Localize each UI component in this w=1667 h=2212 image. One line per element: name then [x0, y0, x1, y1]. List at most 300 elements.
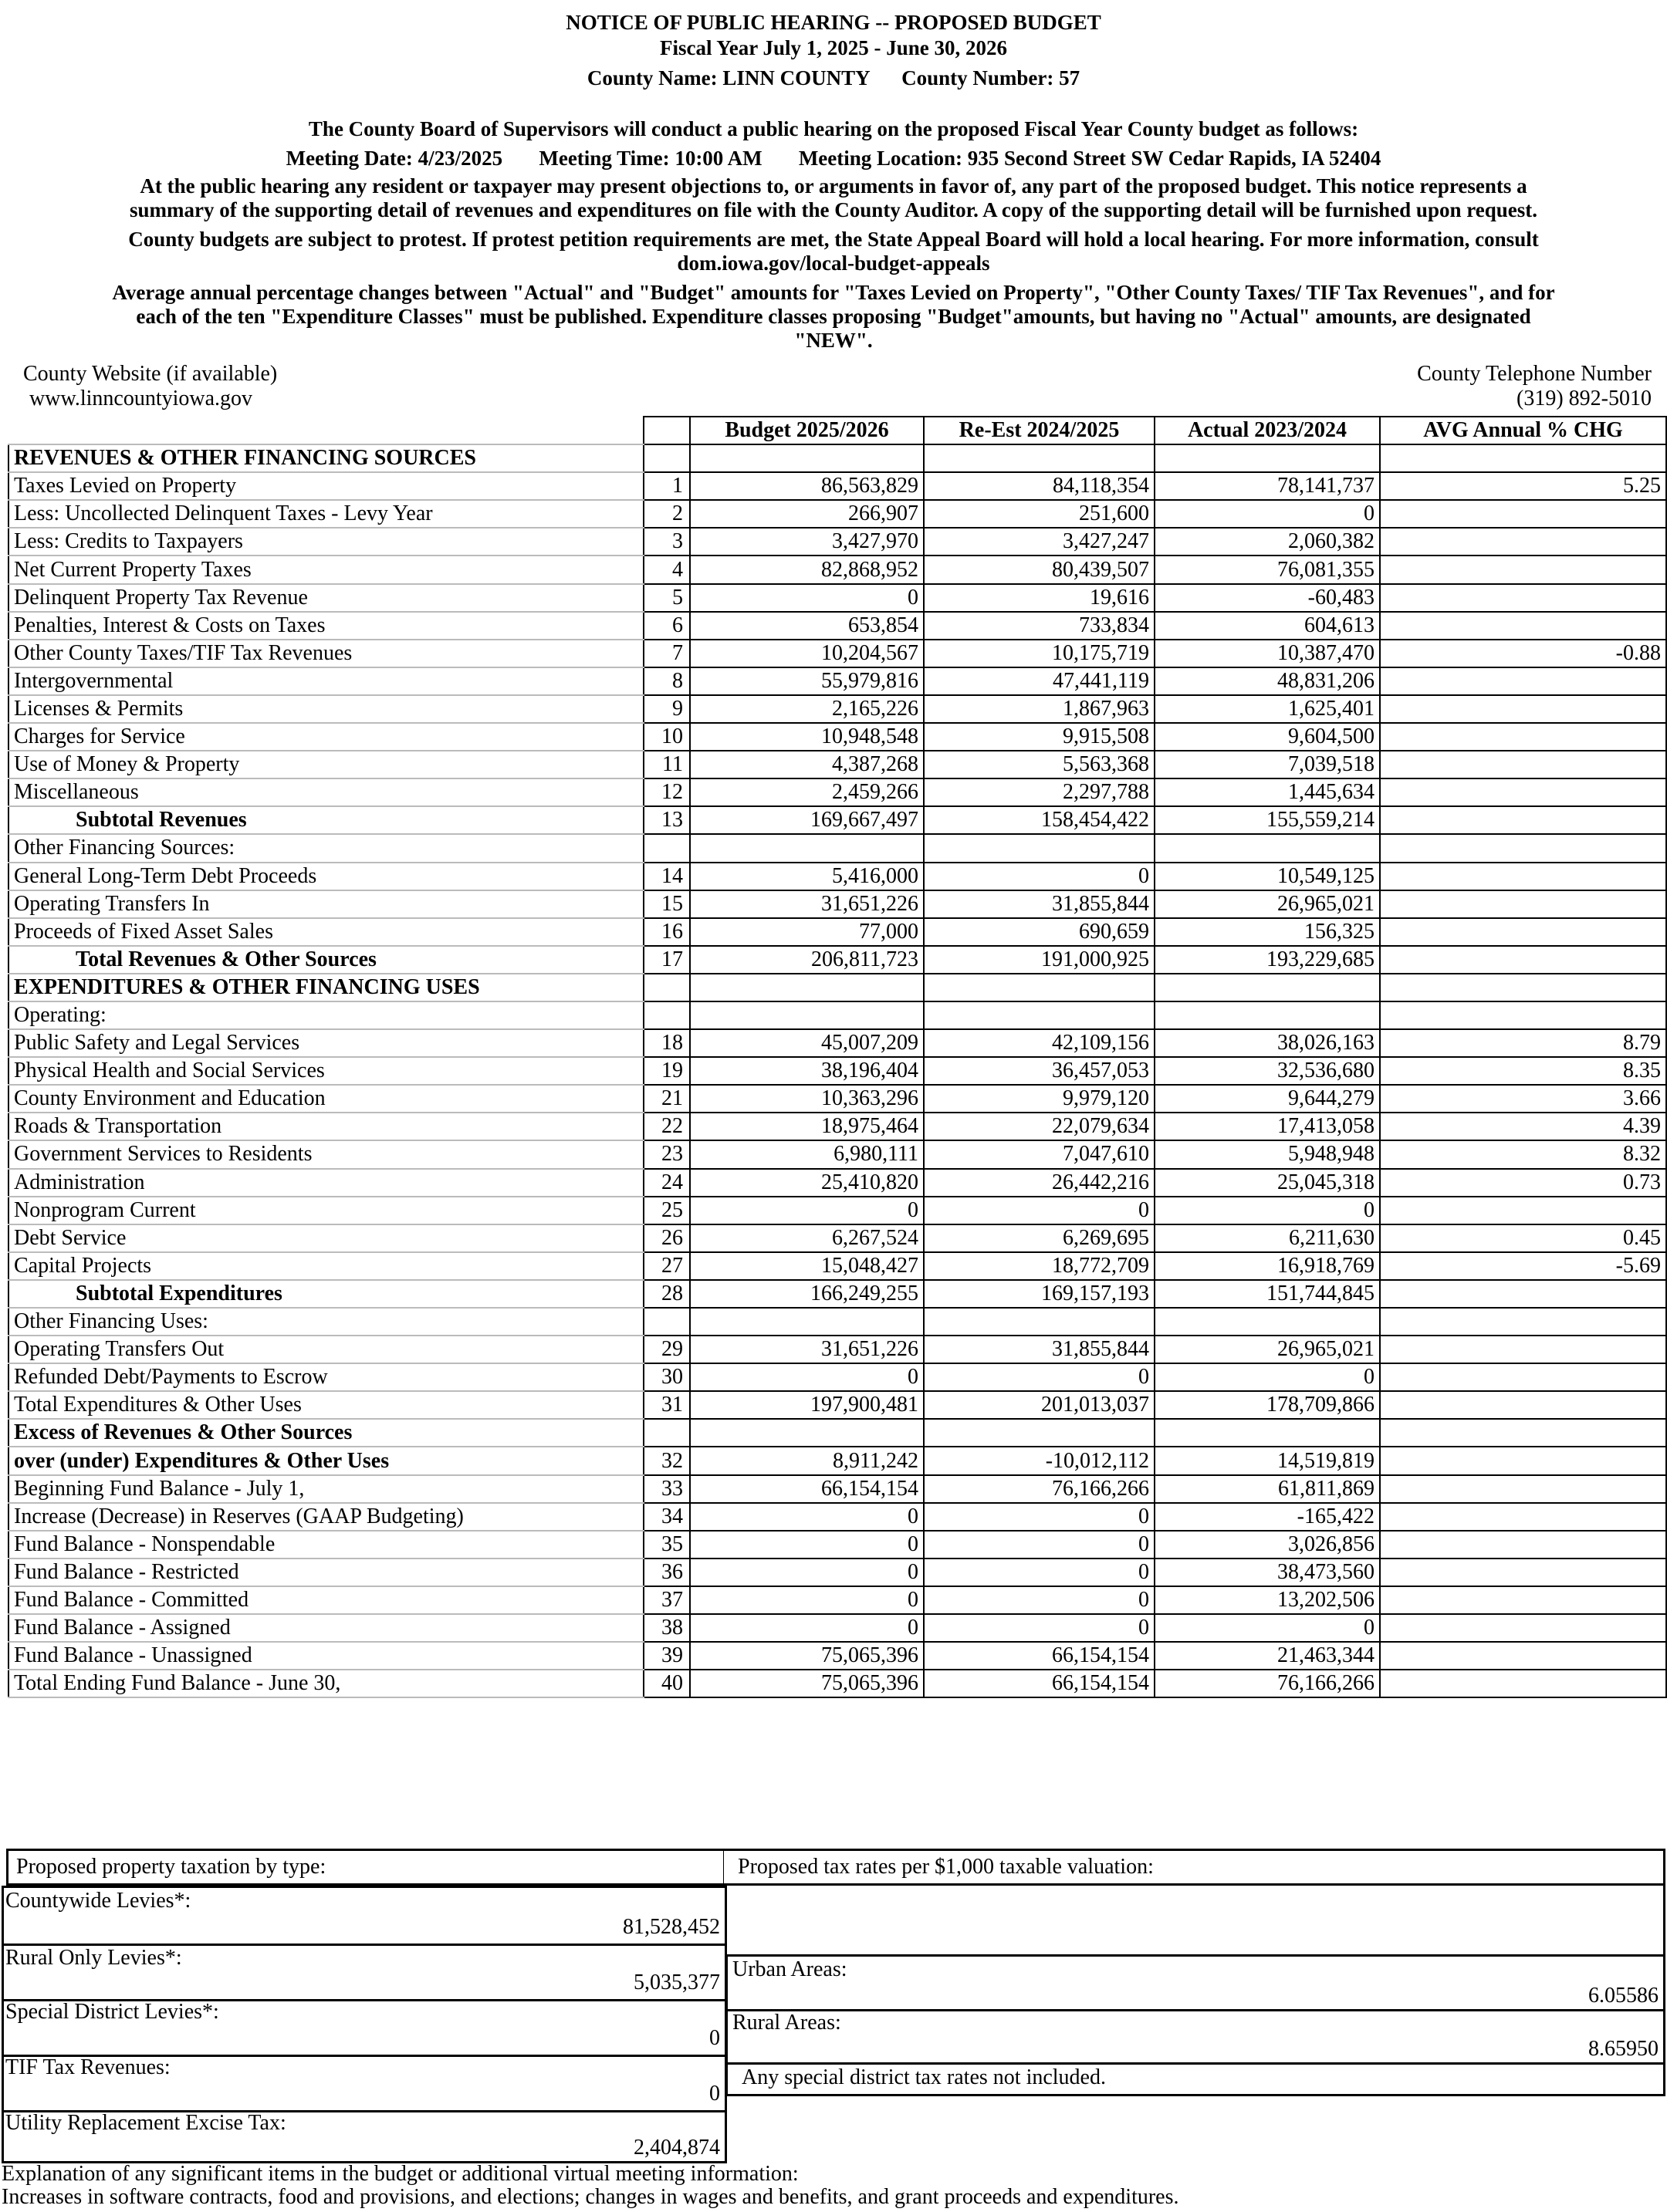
- row-budget: 10,204,567: [690, 640, 924, 667]
- notice-para3-line2: each of the ten "Expenditure Classes" must be published. Expenditure classes proposing "Budget"amounts, but having no "Actual" amounts, are designated: [136, 305, 1531, 328]
- row-avg-change: [1380, 1447, 1666, 1474]
- row-avg-change: [1380, 806, 1666, 834]
- table-row: [8, 1308, 1666, 1336]
- row-actual: 21,463,344: [1155, 1642, 1380, 1670]
- row-avg-change: [1380, 1419, 1666, 1447]
- row-actual: 1,625,401: [1155, 695, 1380, 723]
- row-line-number: 13: [644, 806, 690, 834]
- row-actual: [1155, 444, 1380, 472]
- tif-value: 0: [709, 2082, 720, 2106]
- row-actual: 155,559,214: [1155, 806, 1380, 834]
- row-actual: 7,039,518: [1155, 751, 1380, 778]
- table-row: [8, 667, 1666, 695]
- table-row: [8, 1280, 1666, 1308]
- table-row: [8, 1586, 1666, 1614]
- row-reest: 251,600: [924, 500, 1155, 528]
- row-label: Other Financing Sources:: [8, 834, 644, 862]
- row-line-number: 26: [644, 1224, 690, 1252]
- table-row: [8, 1475, 1666, 1503]
- row-line-number: 35: [644, 1531, 690, 1559]
- table-row: [8, 1057, 1666, 1085]
- rates-title: Proposed tax rates per $1,000 taxable valuation:: [738, 1855, 1154, 1879]
- rural-rate-label: Rural Areas:: [732, 2011, 841, 2035]
- table-row: [8, 1029, 1666, 1057]
- row-actual: 61,811,869: [1155, 1475, 1380, 1503]
- row-reest: 0: [924, 1197, 1155, 1224]
- row-budget: 0: [690, 1614, 924, 1642]
- row-budget: 0: [690, 1559, 924, 1586]
- row-label: REVENUES & OTHER FINANCING SOURCES: [8, 444, 644, 472]
- row-actual: 0: [1155, 1197, 1380, 1224]
- row-reest: 42,109,156: [924, 1029, 1155, 1057]
- row-label: Fund Balance - Unassigned: [8, 1642, 644, 1670]
- row-budget: 8,911,242: [690, 1447, 924, 1474]
- explanation-text: Increases in software contracts, food and provisions, and elections; changes in wages and benefits, and grant proceeds and expenditures.: [2, 2185, 1179, 2209]
- row-label: Penalties, Interest & Costs on Taxes: [8, 612, 644, 640]
- row-actual: 0: [1155, 1614, 1380, 1642]
- row-actual: 16,918,769: [1155, 1252, 1380, 1280]
- row-actual: 151,744,845: [1155, 1280, 1380, 1308]
- row-label: Increase (Decrease) in Reserves (GAAP Budgeting): [8, 1503, 644, 1531]
- row-actual: 9,604,500: [1155, 723, 1380, 751]
- notice-para3-line1: Average annual percentage changes between "Actual" and "Budget" amounts for "Taxes Levied on Property", "Other County Taxes/ TIF Tax Revenues", and for: [112, 281, 1555, 304]
- row-label: Miscellaneous: [8, 778, 644, 806]
- row-avg-change: 8.79: [1380, 1029, 1666, 1057]
- county-number: County Number: 57: [901, 66, 1080, 89]
- row-budget: 15,048,427: [690, 1252, 924, 1280]
- county-name: County Name: LINN COUNTY: [587, 66, 871, 89]
- row-reest: 84,118,354: [924, 472, 1155, 500]
- table-row: [8, 556, 1666, 583]
- row-line-number: 16: [644, 918, 690, 946]
- table-row: [8, 1670, 1666, 1697]
- row-label: Total Ending Fund Balance - June 30,: [8, 1670, 644, 1697]
- row-label: Subtotal Expenditures: [8, 1280, 644, 1308]
- col-actual-header: Actual 2023/2024: [1155, 417, 1380, 444]
- table-row: [8, 1503, 1666, 1531]
- row-avg-change: [1380, 1559, 1666, 1586]
- row-reest: 66,154,154: [924, 1642, 1155, 1670]
- table-row: [8, 1197, 1666, 1224]
- row-budget: 0: [690, 1197, 924, 1224]
- rural-rate-box: [725, 2009, 1665, 2065]
- tif-label: TIF Tax Revenues:: [5, 2055, 171, 2079]
- row-budget: 77,000: [690, 918, 924, 946]
- table-row: [8, 1614, 1666, 1642]
- row-label: Operating:: [8, 1001, 644, 1029]
- row-budget: [690, 834, 924, 862]
- phone-number: (319) 892-5010: [1517, 387, 1652, 410]
- row-line-number: 39: [644, 1642, 690, 1670]
- row-avg-change: [1380, 695, 1666, 723]
- row-line-number: 32: [644, 1447, 690, 1474]
- table-row: [8, 1447, 1666, 1474]
- row-budget: 0: [690, 1531, 924, 1559]
- rural-levies-label: Rural Only Levies*:: [5, 1946, 182, 1970]
- row-budget: 10,948,548: [690, 723, 924, 751]
- row-line-number: 12: [644, 778, 690, 806]
- row-label: General Long-Term Debt Proceeds: [8, 863, 644, 890]
- header-line-blank: [644, 417, 690, 444]
- urban-label: Urban Areas:: [732, 1957, 847, 1981]
- row-reest: -10,012,112: [924, 1447, 1155, 1474]
- row-actual: 3,026,856: [1155, 1531, 1380, 1559]
- table-row: [8, 863, 1666, 890]
- row-budget: 266,907: [690, 500, 924, 528]
- row-budget: 206,811,723: [690, 946, 924, 974]
- row-reest: [924, 1308, 1155, 1336]
- table-row: [8, 1391, 1666, 1419]
- row-actual: 76,166,266: [1155, 1670, 1380, 1697]
- row-actual: [1155, 1001, 1380, 1029]
- table-row: [8, 1419, 1666, 1447]
- table-row: [8, 472, 1666, 500]
- row-label: Administration: [8, 1169, 644, 1197]
- row-line-number: 31: [644, 1391, 690, 1419]
- countywide-label: Countywide Levies*:: [5, 1889, 191, 1913]
- row-line-number: 19: [644, 1057, 690, 1085]
- row-label: Capital Projects: [8, 1252, 644, 1280]
- row-reest: 6,269,695: [924, 1224, 1155, 1252]
- row-actual: 76,081,355: [1155, 556, 1380, 583]
- row-label: Use of Money & Property: [8, 751, 644, 778]
- row-line-number: 5: [644, 584, 690, 612]
- row-label: Beginning Fund Balance - July 1,: [8, 1475, 644, 1503]
- row-line-number: 1: [644, 472, 690, 500]
- row-label: Licenses & Permits: [8, 695, 644, 723]
- row-budget: 10,363,296: [690, 1085, 924, 1113]
- row-actual: 26,965,021: [1155, 1336, 1380, 1363]
- row-budget: 75,065,396: [690, 1642, 924, 1670]
- rural-rate-value: 8.65950: [1588, 2037, 1659, 2061]
- row-budget: 75,065,396: [690, 1670, 924, 1697]
- col-chg-header: AVG Annual % CHG: [1380, 417, 1666, 444]
- row-line-number: [644, 1308, 690, 1336]
- table-row: [8, 918, 1666, 946]
- row-label: Proceeds of Fixed Asset Sales: [8, 918, 644, 946]
- row-actual: 26,965,021: [1155, 890, 1380, 918]
- meeting-time: Meeting Time: 10:00 AM: [539, 147, 762, 170]
- row-actual: 2,060,382: [1155, 528, 1380, 556]
- table-row: [8, 1252, 1666, 1280]
- table-row: [8, 778, 1666, 806]
- table-row: [8, 1336, 1666, 1363]
- row-actual: 13,202,506: [1155, 1586, 1380, 1614]
- row-actual: 14,519,819: [1155, 1447, 1380, 1474]
- row-reest: 36,457,053: [924, 1057, 1155, 1085]
- row-line-number: 10: [644, 723, 690, 751]
- row-avg-change: -5.69: [1380, 1252, 1666, 1280]
- row-reest: 0: [924, 863, 1155, 890]
- row-avg-change: [1380, 1197, 1666, 1224]
- table-row: [8, 1363, 1666, 1391]
- phone-label: County Telephone Number: [1417, 362, 1652, 386]
- row-label: Charges for Service: [8, 723, 644, 751]
- row-label: County Environment and Education: [8, 1085, 644, 1113]
- row-line-number: 28: [644, 1280, 690, 1308]
- taxation-title-box: [6, 1849, 724, 1886]
- row-reest: 201,013,037: [924, 1391, 1155, 1419]
- row-avg-change: [1380, 778, 1666, 806]
- row-avg-change: [1380, 1614, 1666, 1642]
- row-line-number: [644, 1419, 690, 1447]
- row-actual: -165,422: [1155, 1503, 1380, 1531]
- row-label: Fund Balance - Assigned: [8, 1614, 644, 1642]
- county-line: [0, 66, 1667, 90]
- row-label: Roads & Transportation: [8, 1113, 644, 1140]
- row-line-number: 24: [644, 1169, 690, 1197]
- row-avg-change: 8.32: [1380, 1140, 1666, 1168]
- row-line-number: 21: [644, 1085, 690, 1113]
- explanation-label: Explanation of any significant items in the budget or additional virtual meeting information:: [2, 2162, 799, 2186]
- col-budget-header: Budget 2025/2026: [690, 417, 924, 444]
- row-reest: [924, 974, 1155, 1001]
- notice-para3-line3: "NEW".: [794, 329, 873, 352]
- row-budget: [690, 1001, 924, 1029]
- row-avg-change: [1380, 1363, 1666, 1391]
- row-budget: 2,165,226: [690, 695, 924, 723]
- row-budget: 0: [690, 1503, 924, 1531]
- row-avg-change: [1380, 918, 1666, 946]
- row-reest: 5,563,368: [924, 751, 1155, 778]
- table-row: [8, 890, 1666, 918]
- row-actual: 38,473,560: [1155, 1559, 1380, 1586]
- row-avg-change: [1380, 444, 1666, 472]
- row-line-number: 14: [644, 863, 690, 890]
- row-line-number: 30: [644, 1363, 690, 1391]
- row-budget: 6,980,111: [690, 1140, 924, 1168]
- notice-para2-line1: County budgets are subject to protest. If protest petition requirements are met, the State Appeal Board will hold a local hearing. For more information, consult: [128, 228, 1539, 251]
- table-row: [8, 751, 1666, 778]
- col-reest-header: Re-Est 2024/2025: [924, 417, 1155, 444]
- row-avg-change: [1380, 974, 1666, 1001]
- row-line-number: 17: [644, 946, 690, 974]
- row-reest: 66,154,154: [924, 1670, 1155, 1697]
- rates-blank-box: [725, 1886, 1665, 1957]
- row-budget: [690, 444, 924, 472]
- row-actual: [1155, 974, 1380, 1001]
- row-label: Refunded Debt/Payments to Escrow: [8, 1363, 644, 1391]
- row-actual: 0: [1155, 1363, 1380, 1391]
- row-avg-change: 0.45: [1380, 1224, 1666, 1252]
- row-actual: 78,141,737: [1155, 472, 1380, 500]
- row-reest: 0: [924, 1586, 1155, 1614]
- row-label: over (under) Expenditures & Other Uses: [8, 1447, 644, 1474]
- row-actual: 25,045,318: [1155, 1169, 1380, 1197]
- row-actual: [1155, 834, 1380, 862]
- row-line-number: 34: [644, 1503, 690, 1531]
- row-line-number: 18: [644, 1029, 690, 1057]
- row-budget: 169,667,497: [690, 806, 924, 834]
- levies-box: [2, 1886, 727, 2163]
- notice-para2-line2: dom.iowa.gov/local-budget-appeals: [677, 252, 990, 275]
- row-label: Fund Balance - Restricted: [8, 1559, 644, 1586]
- table-row: [8, 806, 1666, 834]
- table-row: [8, 1642, 1666, 1670]
- table-row: [8, 500, 1666, 528]
- row-actual: 17,413,058: [1155, 1113, 1380, 1140]
- row-line-number: 3: [644, 528, 690, 556]
- row-actual: 1,445,634: [1155, 778, 1380, 806]
- row-label: Delinquent Property Tax Revenue: [8, 584, 644, 612]
- row-actual: 38,026,163: [1155, 1029, 1380, 1057]
- row-line-number: [644, 974, 690, 1001]
- row-label: Total Expenditures & Other Uses: [8, 1391, 644, 1419]
- row-reest: [924, 1001, 1155, 1029]
- row-avg-change: [1380, 890, 1666, 918]
- row-line-number: 9: [644, 695, 690, 723]
- row-budget: 38,196,404: [690, 1057, 924, 1085]
- row-avg-change: [1380, 751, 1666, 778]
- row-reest: 169,157,193: [924, 1280, 1155, 1308]
- row-actual: [1155, 1308, 1380, 1336]
- row-actual: 178,709,866: [1155, 1391, 1380, 1419]
- row-line-number: 27: [644, 1252, 690, 1280]
- table-row: [8, 612, 1666, 640]
- row-budget: 3,427,970: [690, 528, 924, 556]
- row-avg-change: [1380, 612, 1666, 640]
- hearing-intro: The County Board of Supervisors will conduct a public hearing on the proposed Fiscal Year County budget as follows:: [308, 117, 1359, 140]
- row-budget: 0: [690, 1586, 924, 1614]
- special-district-value: 0: [709, 2026, 720, 2050]
- row-line-number: 23: [644, 1140, 690, 1168]
- row-line-number: 22: [644, 1113, 690, 1140]
- row-label: Fund Balance - Committed: [8, 1586, 644, 1614]
- row-reest: [924, 834, 1155, 862]
- rates-note-box: [725, 2062, 1665, 2096]
- row-avg-change: [1380, 1475, 1666, 1503]
- row-budget: 55,979,816: [690, 667, 924, 695]
- taxation-title: Proposed property taxation by type:: [16, 1855, 326, 1879]
- row-reest: 733,834: [924, 612, 1155, 640]
- row-reest: 158,454,422: [924, 806, 1155, 834]
- row-reest: 1,867,963: [924, 695, 1155, 723]
- row-reest: 0: [924, 1531, 1155, 1559]
- row-budget: 6,267,524: [690, 1224, 924, 1252]
- row-line-number: 7: [644, 640, 690, 667]
- row-reest: 76,166,266: [924, 1475, 1155, 1503]
- notice-title: NOTICE OF PUBLIC HEARING -- PROPOSED BUDGET: [566, 11, 1101, 34]
- row-label: Fund Balance - Nonspendable: [8, 1531, 644, 1559]
- row-line-number: [644, 1001, 690, 1029]
- table-row: [8, 1559, 1666, 1586]
- row-avg-change: [1380, 556, 1666, 583]
- table-row: [8, 584, 1666, 612]
- row-reest: 31,855,844: [924, 1336, 1155, 1363]
- row-avg-change: 3.66: [1380, 1085, 1666, 1113]
- row-label: Total Revenues & Other Sources: [8, 946, 644, 974]
- row-actual: 32,536,680: [1155, 1057, 1380, 1085]
- row-budget: 166,249,255: [690, 1280, 924, 1308]
- row-line-number: 40: [644, 1670, 690, 1697]
- fiscal-year: Fiscal Year July 1, 2025 - June 30, 2026: [660, 36, 1007, 59]
- row-actual: 0: [1155, 500, 1380, 528]
- row-avg-change: 8.35: [1380, 1057, 1666, 1085]
- row-reest: 0: [924, 1559, 1155, 1586]
- row-reest: [924, 1419, 1155, 1447]
- table-row: [8, 946, 1666, 974]
- row-label: Net Current Property Taxes: [8, 556, 644, 583]
- row-reest: [924, 444, 1155, 472]
- budget-table: [8, 416, 1667, 1698]
- row-line-number: 29: [644, 1336, 690, 1363]
- row-avg-change: [1380, 528, 1666, 556]
- row-avg-change: [1380, 1503, 1666, 1531]
- row-actual: 9,644,279: [1155, 1085, 1380, 1113]
- row-budget: 197,900,481: [690, 1391, 924, 1419]
- row-budget: 0: [690, 584, 924, 612]
- row-reest: 31,855,844: [924, 890, 1155, 918]
- row-avg-change: 5.25: [1380, 472, 1666, 500]
- table-row: [8, 1001, 1666, 1029]
- row-line-number: 6: [644, 612, 690, 640]
- website-label: County Website (if available): [23, 362, 278, 386]
- row-label: Nonprogram Current: [8, 1197, 644, 1224]
- row-avg-change: [1380, 1336, 1666, 1363]
- row-budget: 5,416,000: [690, 863, 924, 890]
- row-actual: 6,211,630: [1155, 1224, 1380, 1252]
- row-line-number: 11: [644, 751, 690, 778]
- table-row: [8, 1085, 1666, 1113]
- row-label: Excess of Revenues & Other Sources: [8, 1419, 644, 1447]
- row-line-number: 37: [644, 1586, 690, 1614]
- row-avg-change: [1380, 723, 1666, 751]
- row-avg-change: [1380, 1670, 1666, 1697]
- row-reest: 0: [924, 1503, 1155, 1531]
- table-row: [8, 528, 1666, 556]
- row-actual: 604,613: [1155, 612, 1380, 640]
- row-label: Operating Transfers In: [8, 890, 644, 918]
- row-reest: 47,441,119: [924, 667, 1155, 695]
- row-label: Taxes Levied on Property: [8, 472, 644, 500]
- row-reest: 3,427,247: [924, 528, 1155, 556]
- utility-value: 2,404,874: [634, 2136, 720, 2160]
- row-avg-change: -0.88: [1380, 640, 1666, 667]
- row-actual: 10,549,125: [1155, 863, 1380, 890]
- row-budget: 82,868,952: [690, 556, 924, 583]
- table-row: [8, 444, 1666, 472]
- row-label: Debt Service: [8, 1224, 644, 1252]
- row-label: Other County Taxes/TIF Tax Revenues: [8, 640, 644, 667]
- row-avg-change: [1380, 1308, 1666, 1336]
- row-budget: [690, 1419, 924, 1447]
- row-avg-change: 4.39: [1380, 1113, 1666, 1140]
- row-avg-change: [1380, 1001, 1666, 1029]
- special-district-label: Special District Levies*:: [5, 2000, 219, 2024]
- notice-para1-line1: At the public hearing any resident or taxpayer may present objections to, or arguments in favor of, any part of the proposed budget. This notice represents a: [140, 174, 1527, 198]
- row-avg-change: [1380, 1586, 1666, 1614]
- row-reest: 191,000,925: [924, 946, 1155, 974]
- row-reest: 9,915,508: [924, 723, 1155, 751]
- website-link[interactable]: www.linncountyiowa.gov: [29, 387, 253, 410]
- row-actual: 48,831,206: [1155, 667, 1380, 695]
- urban-rate-box: [725, 1954, 1665, 2011]
- row-budget: 4,387,268: [690, 751, 924, 778]
- notice-para1-line2: summary of the supporting detail of revenues and expenditures on file with the County Auditor. A copy of the supporting detail will be furnished upon request.: [130, 198, 1537, 221]
- row-avg-change: [1380, 500, 1666, 528]
- row-actual: 10,387,470: [1155, 640, 1380, 667]
- row-budget: 18,975,464: [690, 1113, 924, 1140]
- row-actual: -60,483: [1155, 584, 1380, 612]
- row-reest: 22,079,634: [924, 1113, 1155, 1140]
- row-line-number: 2: [644, 500, 690, 528]
- budget-rows: [8, 444, 1666, 1697]
- table-row: [8, 1224, 1666, 1252]
- row-label: Government Services to Residents: [8, 1140, 644, 1168]
- row-label: Subtotal Revenues: [8, 806, 644, 834]
- row-label: Intergovernmental: [8, 667, 644, 695]
- row-avg-change: [1380, 946, 1666, 974]
